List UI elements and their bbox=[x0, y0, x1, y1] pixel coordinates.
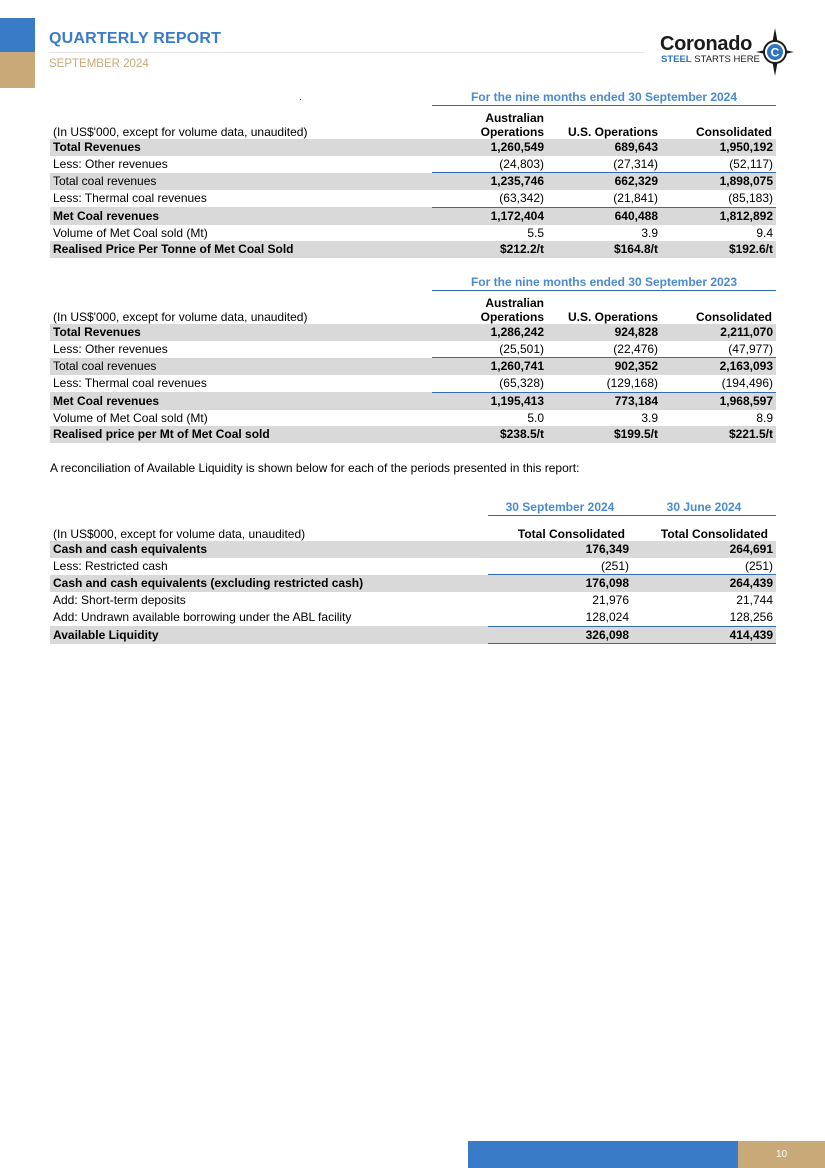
row-label: Less: Other revenues bbox=[53, 156, 168, 171]
table-row bbox=[50, 541, 776, 558]
cell-cons: 9.4 bbox=[756, 225, 773, 240]
table1-unit-label: (In US$'000, except for volume data, unaudited) bbox=[53, 125, 308, 139]
cell-aus: 1,195,413 bbox=[432, 392, 547, 409]
table-row bbox=[50, 375, 776, 392]
cell-cons: 1,898,075 bbox=[661, 173, 776, 190]
logo-tagline bbox=[661, 54, 760, 65]
logo-wordmark: Coronado bbox=[660, 33, 753, 55]
table-row bbox=[50, 426, 776, 443]
cell-aus: $212.2/t bbox=[432, 241, 547, 258]
cell-cons: 1,950,192 bbox=[661, 139, 776, 156]
table1-col-aus-line1: Australian bbox=[485, 111, 544, 125]
row-label: Total coal revenues bbox=[50, 358, 432, 375]
stray-dot bbox=[300, 99, 301, 100]
cell-us: 773,184 bbox=[547, 392, 661, 409]
cell-us: (27,314) bbox=[547, 156, 661, 173]
row-label: Cash and cash equivalents bbox=[50, 541, 488, 558]
row-label: Realised price per Mt of Met Coal sold bbox=[50, 426, 432, 443]
table-row bbox=[50, 392, 776, 409]
cell-sep-2024: 326,098 bbox=[488, 626, 632, 644]
cell-us: 3.9 bbox=[641, 225, 658, 240]
corner-accent-tan bbox=[0, 52, 35, 88]
cell-cons: $221.5/t bbox=[661, 426, 776, 443]
header-divider bbox=[49, 52, 644, 53]
row-label: Less: Restricted cash bbox=[53, 558, 168, 573]
cell-jun-2024: (251) bbox=[632, 558, 776, 575]
cell-aus: (65,328) bbox=[432, 375, 547, 392]
cell-jun-2024: 264,439 bbox=[632, 575, 776, 592]
row-label: Met Coal revenues bbox=[50, 207, 432, 224]
table2-col-aus-line2: Operations bbox=[480, 310, 544, 324]
cell-sep-2024: 176,098 bbox=[488, 575, 632, 592]
cell-aus: 1,286,242 bbox=[432, 324, 547, 341]
table1-col-aus-line2: Operations bbox=[480, 125, 544, 139]
cell-cons: 8.9 bbox=[756, 410, 773, 425]
cell-cons: (85,183) bbox=[661, 190, 776, 207]
table-row bbox=[50, 225, 776, 242]
cell-aus: 1,235,746 bbox=[432, 173, 547, 190]
table3-available-liquidity bbox=[50, 541, 776, 644]
table2-col-cons: Consolidated bbox=[695, 310, 772, 324]
logo-tag-steel: STEEL bbox=[661, 54, 692, 65]
cell-cons: 1,968,597 bbox=[661, 392, 776, 409]
cell-us: 640,488 bbox=[547, 207, 661, 224]
cell-us: (129,168) bbox=[547, 375, 661, 392]
cell-cons: $192.6/t bbox=[661, 241, 776, 258]
cell-sep-2024: 176,349 bbox=[488, 541, 632, 558]
cell-jun-2024: 414,439 bbox=[632, 626, 776, 644]
cell-jun-2024: 128,256 bbox=[632, 609, 776, 626]
table2-col-us: U.S. Operations bbox=[567, 310, 658, 324]
cell-jun-2024: 21,744 bbox=[736, 593, 773, 608]
table-row bbox=[50, 207, 776, 224]
row-label: Volume of Met Coal sold (Mt) bbox=[53, 225, 208, 240]
row-label: Realised Price Per Tonne of Met Coal Sold bbox=[50, 241, 432, 258]
table3-period2-heading: 30 June 2024 bbox=[632, 500, 776, 516]
row-label: Less: Thermal coal revenues bbox=[53, 191, 207, 206]
table3-col1: Total Consolidated bbox=[517, 527, 625, 541]
report-date: SEPTEMBER 2024 bbox=[49, 58, 149, 70]
liquidity-intro-text: A reconciliation of Available Liquidity is shown below for each of the periods presented in this report: bbox=[50, 461, 580, 475]
cell-us: (22,476) bbox=[547, 341, 661, 358]
table-row bbox=[50, 410, 776, 427]
row-label: Add: Undrawn available borrowing under the ABL facility bbox=[53, 610, 352, 625]
cell-us: 3.9 bbox=[641, 410, 658, 425]
footer-bar-blue bbox=[468, 1141, 738, 1168]
table3-unit-label: (In US$000, except for volume data, unaudited) bbox=[53, 527, 306, 541]
table1-col-cons: Consolidated bbox=[695, 125, 772, 139]
cell-us: $199.5/t bbox=[547, 426, 661, 443]
table-row bbox=[50, 575, 776, 592]
cell-aus: 1,260,741 bbox=[432, 358, 547, 375]
row-label: Less: Other revenues bbox=[53, 341, 168, 356]
table-row bbox=[50, 358, 776, 375]
cell-aus: 5.0 bbox=[527, 410, 544, 425]
table1-revenue-2024 bbox=[50, 139, 776, 258]
cell-us: 689,643 bbox=[547, 139, 661, 156]
row-label: Total Revenues bbox=[50, 139, 432, 156]
cell-us: 902,352 bbox=[547, 358, 661, 375]
coronado-logo bbox=[660, 28, 795, 76]
cell-cons: (194,496) bbox=[661, 375, 776, 392]
table-row bbox=[50, 341, 776, 358]
cell-us: $164.8/t bbox=[547, 241, 661, 258]
table-row bbox=[50, 626, 776, 644]
table1-col-us: U.S. Operations bbox=[567, 125, 658, 139]
row-label: Met Coal revenues bbox=[50, 392, 432, 409]
cell-sep-2024: (251) bbox=[488, 558, 632, 575]
svg-text:C: C bbox=[770, 45, 780, 60]
cell-jun-2024: 264,691 bbox=[632, 541, 776, 558]
cell-cons: 1,812,892 bbox=[661, 207, 776, 224]
cell-cons: (52,117) bbox=[661, 156, 776, 173]
row-label: Total coal revenues bbox=[50, 173, 432, 190]
table-row bbox=[50, 190, 776, 207]
table-row bbox=[50, 139, 776, 156]
table-row bbox=[50, 592, 776, 609]
cell-cons: (47,977) bbox=[661, 341, 776, 358]
table2-unit-label: (In US$'000, except for volume data, unaudited) bbox=[53, 310, 308, 324]
table3-col2: Total Consolidated bbox=[660, 527, 768, 541]
cell-cons: 2,163,093 bbox=[661, 358, 776, 375]
table-row bbox=[50, 558, 776, 575]
table2-revenue-2023 bbox=[50, 324, 776, 443]
cell-aus: (24,803) bbox=[432, 156, 547, 173]
row-label: Add: Short-term deposits bbox=[53, 593, 186, 608]
cell-us: (21,841) bbox=[547, 190, 661, 207]
logo-tag-rest: STARTS HERE bbox=[691, 54, 760, 65]
cell-us: 662,329 bbox=[547, 173, 661, 190]
cell-aus: 1,260,549 bbox=[432, 139, 547, 156]
row-label: Available Liquidity bbox=[50, 626, 488, 644]
table-row bbox=[50, 241, 776, 258]
cell-sep-2024: 128,024 bbox=[488, 609, 632, 626]
compass-icon bbox=[756, 28, 794, 76]
cell-aus: 1,172,404 bbox=[432, 207, 547, 224]
cell-us: 924,828 bbox=[547, 324, 661, 341]
row-label: Volume of Met Coal sold (Mt) bbox=[53, 410, 208, 425]
corner-accent-blue bbox=[0, 18, 35, 52]
cell-aus: 5.5 bbox=[527, 225, 544, 240]
table-row bbox=[50, 156, 776, 173]
cell-sep-2024: 21,976 bbox=[592, 593, 629, 608]
row-label: Cash and cash equivalents (excluding restricted cash) bbox=[50, 575, 488, 592]
cell-cons: 2,211,070 bbox=[661, 324, 776, 341]
table-row bbox=[50, 609, 776, 626]
table-row bbox=[50, 324, 776, 341]
table2-period-heading: For the nine months ended 30 September 2023 bbox=[432, 275, 776, 291]
table3-period1-heading: 30 September 2024 bbox=[488, 500, 632, 516]
table2-col-aus-line1: Australian bbox=[485, 296, 544, 310]
table1-period-heading: For the nine months ended 30 September 2024 bbox=[432, 90, 776, 106]
report-title: QUARTERLY REPORT bbox=[49, 30, 222, 47]
row-label: Less: Thermal coal revenues bbox=[53, 376, 207, 391]
cell-aus: (63,342) bbox=[432, 190, 547, 207]
cell-aus: $238.5/t bbox=[432, 426, 547, 443]
page-number: 10 bbox=[738, 1141, 825, 1168]
table-row bbox=[50, 173, 776, 190]
row-label: Total Revenues bbox=[50, 324, 432, 341]
cell-aus: (25,501) bbox=[432, 341, 547, 358]
